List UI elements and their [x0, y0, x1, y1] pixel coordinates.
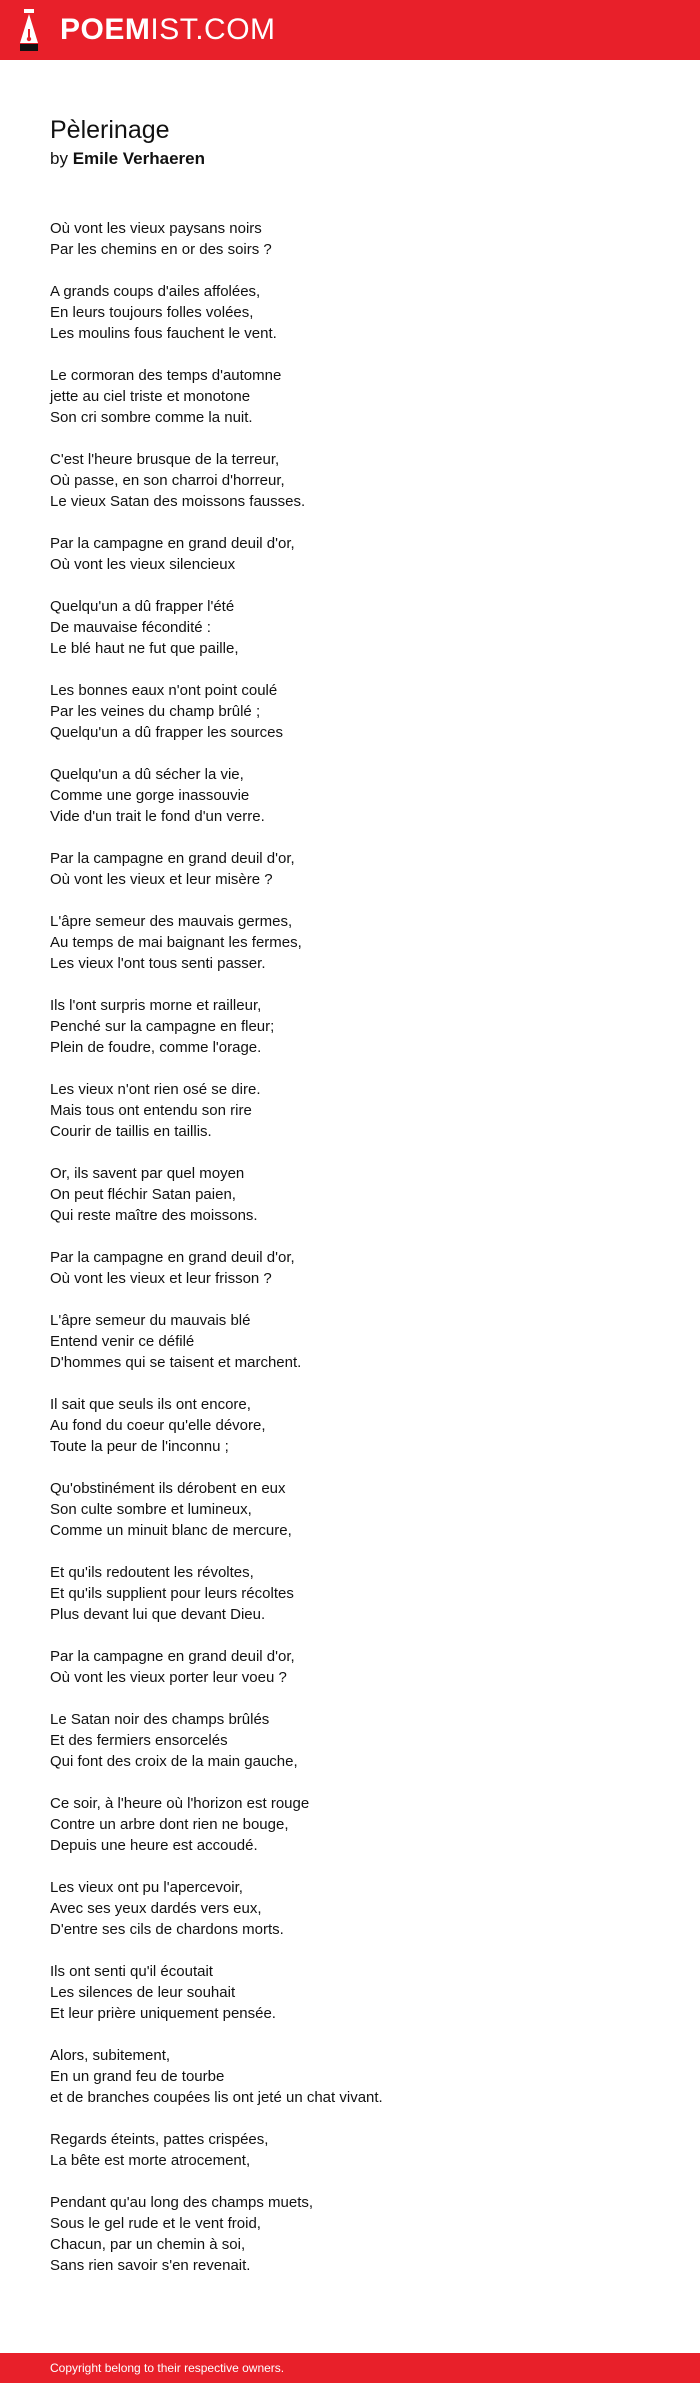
stanza: [50, 365, 650, 428]
stanza: [50, 281, 650, 344]
poem-line: Entend venir ce défilé: [50, 1333, 195, 1350]
poem-line: Le Satan noir des champs brûlés: [50, 1711, 270, 1728]
poem-line: Sous le gel rude et le vent froid,: [50, 2215, 261, 2232]
poem-line: Par les veines du champ brûlé ;: [50, 703, 261, 720]
site-header: [0, 0, 700, 60]
stanza: [50, 1310, 650, 1373]
poem-line: Quelqu'un a dû sécher la vie,: [50, 766, 244, 783]
poem-line: Ils l'ont surpris morne et railleur,: [50, 997, 262, 1014]
pen-nib-icon[interactable]: [18, 9, 40, 51]
stanza: [50, 911, 650, 974]
stanza: [50, 680, 650, 743]
poem-line: Mais tous ont entendu son rire: [50, 1102, 252, 1119]
poem-line: Où passe, en son charroi d'horreur,: [50, 472, 285, 489]
poem-line: Courir de taillis en taillis.: [50, 1123, 212, 1140]
stanza: [50, 1079, 650, 1142]
poem-line: Et des fermiers ensorcelés: [50, 1732, 228, 1749]
stanza: [50, 1961, 650, 2024]
poem-line: Or, ils savent par quel moyen: [50, 1165, 245, 1182]
poem-line: Où vont les vieux et leur frisson ?: [50, 1270, 272, 1287]
poem-line: La bête est morte atrocement,: [50, 2152, 251, 2169]
stanza: [50, 848, 650, 890]
poem-line: Alors, subitement,: [50, 2047, 171, 2064]
poem-line: On peut fléchir Satan paien,: [50, 1186, 236, 1203]
logo-text-light: IST.COM: [150, 13, 276, 46]
poem-line: Ils ont senti qu'il écoutait: [50, 1963, 213, 1980]
stanza: [50, 2045, 650, 2108]
byline-prefix: by: [50, 149, 68, 168]
poem-line: Pendant qu'au long des champs muets,: [50, 2194, 314, 2211]
poem-line: Par les chemins en or des soirs ?: [50, 241, 272, 258]
stanza: [50, 1562, 650, 1625]
poem-line: Chacun, par un chemin à soi,: [50, 2236, 246, 2253]
stanza: [50, 764, 650, 827]
stanza: [50, 1163, 650, 1226]
poem-line: Toute la peur de l'inconnu ;: [50, 1438, 229, 1455]
poem-line: Ce soir, à l'heure où l'horizon est rouge: [50, 1795, 310, 1812]
stanza: [50, 1877, 650, 1940]
author-name: Emile Verhaeren: [72, 149, 206, 168]
poem-line: Où vont les vieux paysans noirs: [50, 220, 262, 237]
poem-line: Le vieux Satan des moissons fausses.: [50, 493, 306, 510]
stanza: [50, 1247, 650, 1289]
poem-line: Et leur prière uniquement pensée.: [50, 2005, 276, 2022]
poem-line: Quelqu'un a dû frapper l'été: [50, 598, 235, 615]
poem-line: Au temps de mai baignant les fermes,: [50, 934, 302, 951]
poem-line: et de branches coupées lis ont jeté un chat vivant.: [50, 2089, 383, 2106]
site-footer: [0, 2353, 700, 2383]
poem-line: Par la campagne en grand deuil d'or,: [50, 1249, 295, 1266]
poem-line: C'est l'heure brusque de la terreur,: [50, 451, 280, 468]
stanza: [50, 1646, 650, 1688]
poem-line: Vide d'un trait le fond d'un verre.: [50, 808, 265, 825]
poem-line: Les silences de leur souhait: [50, 1984, 236, 2001]
poem-line: D'entre ses cils de chardons morts.: [50, 1921, 284, 1938]
poem-line: Il sait que seuls ils ont encore,: [50, 1396, 251, 1413]
poem-line: Contre un arbre dont rien ne bouge,: [50, 1816, 289, 1833]
poem-line: Par la campagne en grand deuil d'or,: [50, 850, 295, 867]
copyright-text: Copyright belong to their respective owners.: [50, 2361, 285, 2375]
stanza: [50, 218, 650, 260]
poem-line: Par la campagne en grand deuil d'or,: [50, 535, 295, 552]
poem-title: Pèlerinage: [50, 116, 170, 144]
poem-line: jette au ciel triste et monotone: [50, 388, 251, 405]
poem-line: Au fond du coeur qu'elle dévore,: [50, 1417, 266, 1434]
poem-line: Où vont les vieux silencieux: [50, 556, 236, 573]
stanza: [50, 449, 650, 512]
stanza: [50, 2192, 650, 2276]
logo-text-bold: POEM: [60, 13, 151, 46]
poem-line: Les vieux ont pu l'apercevoir,: [50, 1879, 243, 1896]
stanza: [50, 1394, 650, 1457]
poem-line: Les moulins fous fauchent le vent.: [50, 325, 277, 342]
poem-line: Où vont les vieux et leur misère ?: [50, 871, 273, 888]
stanza: [50, 533, 650, 575]
poem-line: A grands coups d'ailes affolées,: [50, 283, 261, 300]
poem-line: Penché sur la campagne en fleur;: [50, 1018, 275, 1035]
poem-line: Les bonnes eaux n'ont point coulé: [50, 682, 278, 699]
poem-line: Son culte sombre et lumineux,: [50, 1501, 252, 1518]
poem-line: L'âpre semeur des mauvais germes,: [50, 913, 293, 930]
poem-line: L'âpre semeur du mauvais blé: [50, 1312, 251, 1329]
poem-line: Sans rien savoir s'en revenait.: [50, 2257, 251, 2274]
poem-line: Son cri sombre comme la nuit.: [50, 409, 253, 426]
poem-line: Qui font des croix de la main gauche,: [50, 1753, 298, 1770]
poem-line: Avec ses yeux dardés vers eux,: [50, 1900, 262, 1917]
stanza: [50, 596, 650, 659]
stanza: [50, 1793, 650, 1856]
poem-line: Et qu'ils redoutent les révoltes,: [50, 1564, 254, 1581]
byline: [50, 148, 205, 170]
poem-line: Le blé haut ne fut que paille,: [50, 640, 239, 657]
poem-line: Regards éteints, pattes crispées,: [50, 2131, 269, 2148]
poem-line: Comme une gorge inassouvie: [50, 787, 250, 804]
stanza: [50, 2129, 650, 2171]
poem-line: Les vieux l'ont tous senti passer.: [50, 955, 266, 972]
poem-line: Et qu'ils supplient pour leurs récoltes: [50, 1585, 294, 1602]
stanza: [50, 995, 650, 1058]
poem-line: D'hommes qui se taisent et marchent.: [50, 1354, 302, 1371]
poem-line: Plein de foudre, comme l'orage.: [50, 1039, 262, 1056]
poem-line: Comme un minuit blanc de mercure,: [50, 1522, 292, 1539]
site-logo[interactable]: [60, 12, 276, 48]
poem-line: Qui reste maître des moissons.: [50, 1207, 258, 1224]
poem-line: De mauvaise fécondité :: [50, 619, 211, 636]
stanza: [50, 1709, 650, 1772]
stanza: [50, 1478, 650, 1541]
poem-line: Plus devant lui que devant Dieu.: [50, 1606, 266, 1623]
poem-line: Le cormoran des temps d'automne: [50, 367, 282, 384]
poem-line: En leurs toujours folles volées,: [50, 304, 254, 321]
poem-line: En un grand feu de tourbe: [50, 2068, 225, 2085]
poem-line: Les vieux n'ont rien osé se dire.: [50, 1081, 261, 1098]
poem-line: Qu'obstinément ils dérobent en eux: [50, 1480, 286, 1497]
poem-line: Par la campagne en grand deuil d'or,: [50, 1648, 295, 1665]
poem-line: Depuis une heure est accoudé.: [50, 1837, 258, 1854]
poem-body: [50, 218, 650, 2297]
poem-line: Où vont les vieux porter leur voeu ?: [50, 1669, 287, 1686]
poem-line: Quelqu'un a dû frapper les sources: [50, 724, 284, 741]
